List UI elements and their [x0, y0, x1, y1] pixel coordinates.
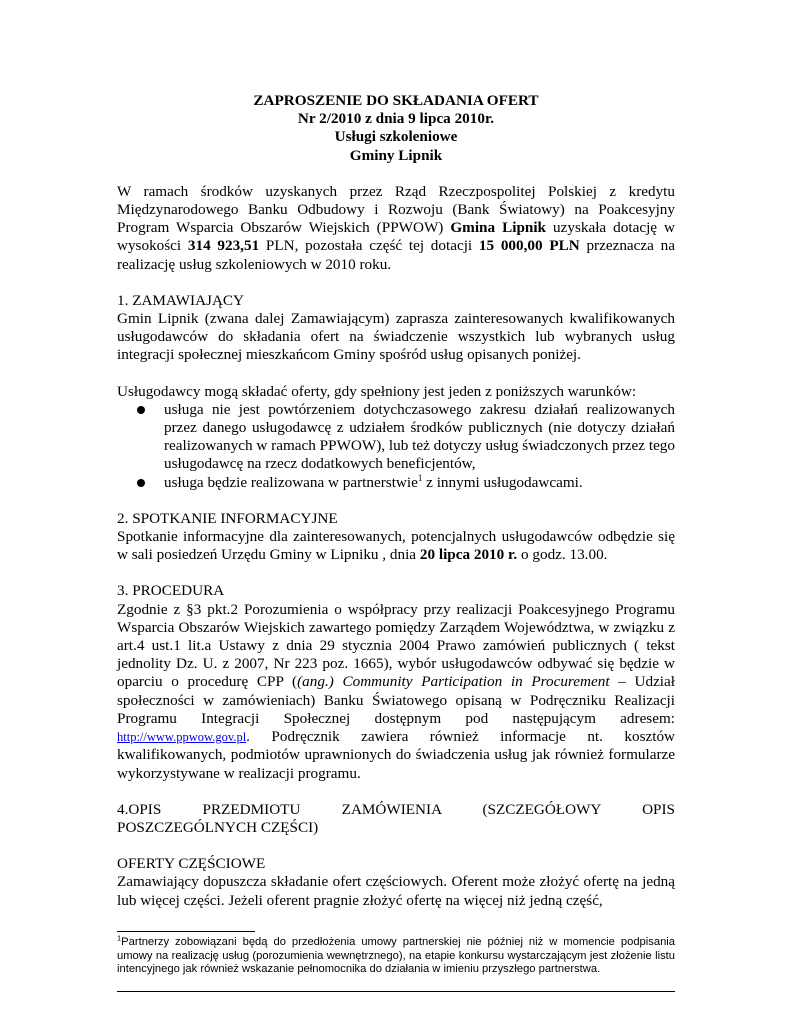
meeting-date: 20 lipca 2010 r.	[419, 546, 518, 564]
condition-1-text: usługa nie jest powtórzeniem dotychczasowego zakresu działań realizowanych przez danego usługodawcę z udziałem środków publicznych (nie dotyczy działań realizowanych w ramach PPWOW), lub też dotyczy usług świadczonych przez tego usługodawcę na rzecz dodatkowych beneficjentów,	[164, 400, 675, 473]
intro-bold-gmina: Gmina Lipnik	[450, 219, 547, 237]
footnote-separator	[117, 931, 255, 932]
condition-2-text-a: usługa będzie realizowana w partnerstwie	[164, 473, 418, 491]
section-1-paragraph: Gmin Lipnik (zwana dalej Zamawiającym) zaprasza zainteresowanych kwalifikowanych usługodawców do składania ofert na świadczenie wszystkich lub wybranych usług integracji społecznej mieszkańcom Gminy spośród usług opisanych poniżej.	[117, 310, 675, 364]
ppwow-link[interactable]: http://www.ppwow.gov.pl	[117, 730, 247, 745]
section-3-heading: 3. PROCEDURA	[117, 582, 225, 600]
conditions-list	[117, 401, 675, 492]
section-2-text-1: Spotkanie informacyjne dla zainteresowanych, potencjalnych usługodawców odbędzie się w sali posiedzeń Urzędu Gminy w Lipniku , dnia	[117, 528, 675, 564]
section-2-paragraph	[117, 528, 675, 564]
section-1-heading: 1. ZAMAWIAJĄCY	[117, 291, 245, 309]
section-4-heading-line2: POSZCZEGÓLNYCH CZĘŚCI)	[117, 818, 319, 836]
footnote-ref[interactable]: 1	[417, 472, 423, 483]
list-item	[137, 474, 675, 492]
intro-text-4: przeznacza na realizację usług szkoleniowych w 2010 roku.	[117, 237, 675, 273]
section-4-heading-line1: 4.OPIS PRZEDMIOTU ZAMÓWIENIA (SZCZEGÓŁOWY OPIS	[117, 800, 675, 818]
intro-paragraph	[117, 183, 675, 274]
page-bottom-rule	[117, 991, 675, 992]
bullet-icon	[137, 406, 145, 414]
cpp-term: (ang.) Community Participation in Procurement	[297, 673, 610, 691]
section-3-text-3: . Podręcznik zawiera również informacje nt. kosztów kwalifikowanych, podmiotów uprawnionych do świadczenia usług jak również formularze wykorzystywane w realizacji programu.	[117, 728, 675, 782]
document-body	[117, 92, 675, 910]
document-title-line2: Nr 2/2010 z dnia 9 lipca 2010r.	[297, 110, 495, 128]
footnote	[117, 933, 675, 977]
section-3-paragraph	[117, 601, 675, 783]
list-item	[137, 401, 675, 474]
section-3-text-1: Zgodnie z §3 pkt.2 Porozumienia o współpracy przy realizacji Poakcesyjnego Programu Wsparcia Obszarów Wiejskich zawartego pomiędzy Zarządem Województwa, w związku z art.4 ust.1 lit.a Ustawy z dnia 29 stycznia 2004 Prawo zamówień publicznych ( tekst jednolity Dz. U. z 2007, Nr 223 poz. 1665), wybór usługodawców odbywać się będzie w oparciu o procedurę CPP (	[117, 600, 675, 691]
condition-2-text-b: z innymi usługodawcami.	[422, 473, 583, 491]
intro-bold-amount: 314 923,51	[187, 237, 260, 255]
document-title-line1: ZAPROSZENIE DO SKŁADANIA OFERT	[253, 92, 539, 109]
conditions-intro: Usługodawcy mogą składać oferty, gdy spełniony jest jeden z poniższych warunków:	[117, 382, 637, 400]
intro-text-3: PLN, pozostała część tej dotacji	[259, 237, 479, 255]
intro-text-2: uzyskała dotację w wysokości	[117, 219, 676, 255]
footnote-number: 1	[117, 933, 122, 943]
section-2-heading: 2. SPOTKANIE INFORMACYJNE	[117, 509, 338, 527]
intro-text-1: W ramach środków uzyskanych przez Rząd Rzeczpospolitej Polskiej z kredytu Międzynarodowego Banku Odbudowy i Rozwoju (Bank Światowy) na Poakcesyjny Program Wsparcia Obszarów Wiejskich (PPWOW)	[117, 182, 675, 237]
bullet-icon	[137, 479, 145, 487]
document-title-line4: Gminy Lipnik	[349, 146, 443, 164]
document-title-line3: Usługi szkoleniowe	[334, 128, 458, 146]
intro-bold-amount-2: 15 000,00 PLN	[478, 237, 580, 255]
section-5-paragraph: Zamawiający dopuszcza składanie ofert częściowych. Oferent może złożyć ofertę na jedną lub więcej części. Jeżeli oferent pragnie złożyć ofertę na więcej niż jedną część,	[117, 873, 675, 909]
footnote-text: Partnerzy zobowiązani będą do przedłożenia umowy partnerskiej nie później niż w momencie podpisania umowy na realizację usług (porozumienia wewnętrznego), na etapie konkursu wystarczającym jest złożenie listu intencyjnego jak również wskazanie pełnomocnika do działania w imieniu przyszłego partnerstwa.	[117, 936, 675, 976]
section-5-heading: OFERTY CZĘŚCIOWE	[117, 855, 266, 873]
section-3-text-2: – Udział społeczności w zamówieniach) Banku Światowego opisaną w Podręczniku Realizacji Programu Integracji Społecznej dostępnym pod następującym adresem:	[117, 673, 675, 727]
section-2-text-2: o godz. 13.00.	[517, 546, 608, 564]
